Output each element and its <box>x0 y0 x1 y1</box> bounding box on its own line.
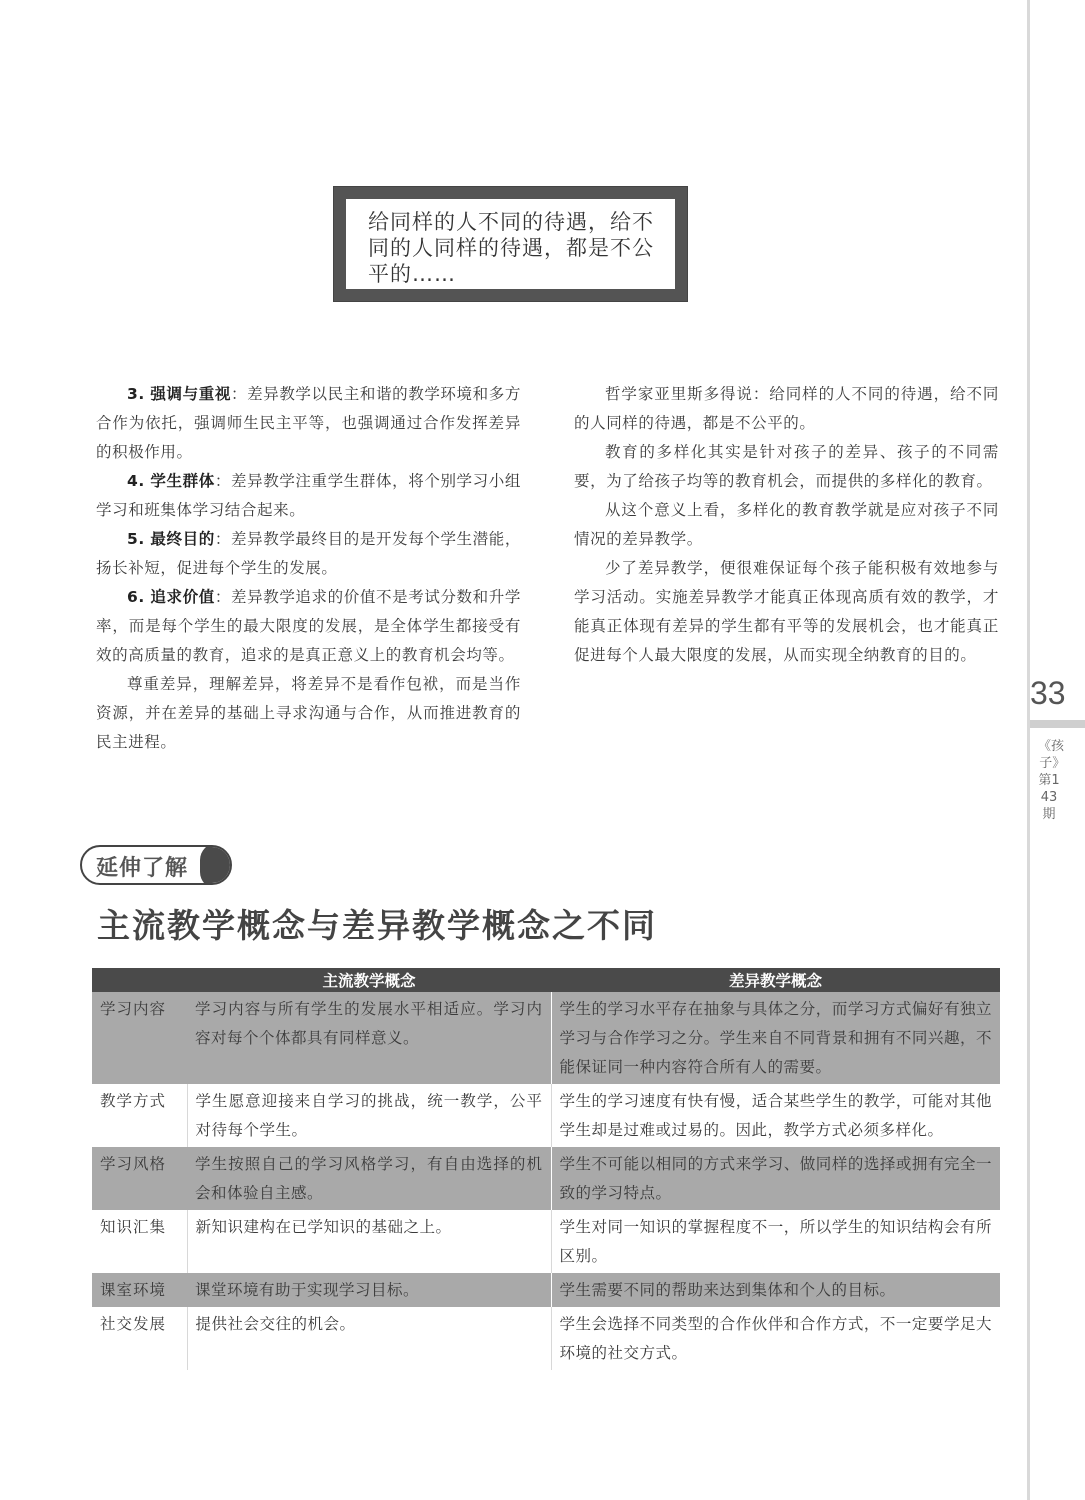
section-badge-label: 延伸了解 <box>96 856 189 881</box>
item-title: 学生群体 <box>150 472 215 490</box>
margin-rule <box>1027 0 1030 1500</box>
table-header-row <box>92 968 1000 992</box>
list-item <box>96 583 521 670</box>
table-row <box>92 1147 1000 1210</box>
list-item <box>96 380 521 467</box>
table-row <box>92 1273 1000 1307</box>
cell-mainstream: 学生按照自己的学习风格学习，有自由选择的机会和体验自主感。 <box>187 1147 551 1210</box>
left-column <box>96 380 521 757</box>
badge-dot-icon <box>200 845 232 885</box>
cell-differentiated: 学生不可能以相同的方式来学习、做同样的选择或拥有完全一致的学习特点。 <box>551 1147 1000 1210</box>
cell-aspect: 社交发展 <box>92 1307 187 1370</box>
cell-mainstream: 新知识建构在已学知识的基础之上。 <box>187 1210 551 1273</box>
cell-mainstream: 提供社会交往的机会。 <box>187 1307 551 1370</box>
paragraph: 少了差异教学，便很难保证每个孩子能积极有效地参与学习活动。实施差异教学才能真正体现高质有效的教学，才能真正体现有差异的学生都有平等的发展机会，也才能真正促进每个人最大限度的发展，从而实现全纳教育的目的。 <box>574 559 999 664</box>
issue-label: 《孩子》第143期 <box>1038 739 1065 822</box>
item-number: 3. <box>127 385 145 403</box>
item-body: ：差异教学追求的价值不是考试分数和升学率，而是每个学生的最大限度的发展，是全体学生都接受有效的高质量的教育，追求的是真正意义上的教育机会均等。 <box>96 588 521 664</box>
table-row <box>92 992 1000 1084</box>
header-differentiated: 差异教学概念 <box>551 968 1000 992</box>
header-mainstream: 主流教学概念 <box>187 968 551 992</box>
item-body: ：差异教学注重学生群体，将个别学习小组学习和班集体学习结合起来。 <box>96 472 521 519</box>
pull-quote-text: 给同样的人不同的待遇，给不同的人同样的待遇，都是不公平的…… <box>368 210 654 286</box>
item-title: 追求价值 <box>150 588 215 606</box>
cell-differentiated: 学生需要不同的帮助来达到集体和个人的目标。 <box>551 1273 1000 1307</box>
cell-differentiated: 学生的学习水平存在抽象与具体之分，而学习方式偏好有独立学习与合作学习之分。学生来自不同背景和拥有不同兴趣，不能保证同一种内容符合所有人的需要。 <box>551 992 1000 1084</box>
section-badge <box>80 845 232 885</box>
cell-mainstream: 课堂环境有助于实现学习目标。 <box>187 1273 551 1307</box>
item-body: ：差异教学最终目的是开发每个学生潜能，扬长补短，促进每个学生的发展。 <box>96 530 521 577</box>
item-body: ：差异教学以民主和谐的教学环境和多方合作为依托，强调师生民主平等，也强调通过合作发挥差异的积极作用。 <box>96 385 521 461</box>
table-row <box>92 1307 1000 1370</box>
page-number: 33 <box>1030 675 1066 711</box>
cell-aspect: 教学方式 <box>92 1084 187 1147</box>
cell-differentiated: 学生对同一知识的掌握程度不一，所以学生的知识结构会有所区别。 <box>559 1218 992 1265</box>
item-title: 强调与重视 <box>150 385 231 403</box>
item-title: 最终目的 <box>150 530 215 548</box>
cell-mainstream: 学生愿意迎接来自学习的挑战，统一教学，公平对待每个学生。 <box>187 1084 551 1147</box>
pull-quote-box <box>333 186 688 302</box>
cell-aspect: 学习风格 <box>92 1147 187 1210</box>
closing-paragraph: 尊重差异，理解差异，将差异不是看作包袱，而是当作资源，并在差异的基础上寻求沟通与合作，从而推进教育的民主进程。 <box>96 675 521 751</box>
table-row <box>92 1210 1000 1273</box>
paragraph: 哲学家亚里斯多得说：给同样的人不同的待遇，给不同的人同样的待遇，都是不公平的。 <box>574 385 999 432</box>
page-number-rule <box>1030 720 1085 728</box>
cell-mainstream: 学习内容与所有学生的发展水平相适应。学习内容对每个个体都具有同样意义。 <box>187 992 551 1084</box>
section-title: 主流教学概念与差异教学概念之不同 <box>97 906 657 945</box>
item-number: 5. <box>127 530 145 548</box>
right-column <box>574 380 999 670</box>
table-row <box>92 1084 1000 1147</box>
list-item <box>96 467 521 525</box>
cell-aspect: 课室环境 <box>92 1273 187 1307</box>
comparison-table <box>92 968 1000 1370</box>
item-number: 6. <box>127 588 145 606</box>
cell-aspect: 知识汇集 <box>92 1210 187 1273</box>
header-aspect <box>92 968 187 992</box>
paragraph: 教育的多样化其实是针对孩子的差异、孩子的不同需要，为了给孩子均等的教育机会，而提供的多样化的教育。 <box>574 443 999 490</box>
paragraph: 从这个意义上看，多样化的教育教学就是应对孩子不同情况的差异教学。 <box>574 501 999 548</box>
cell-differentiated: 学生会选择不同类型的合作伙伴和合作方式，不一定要学足大环境的社交方式。 <box>559 1315 992 1362</box>
cell-differentiated: 学生的学习速度有快有慢，适合某些学生的教学，可能对其他学生却是过难或过易的。因此，教学方式必须多样化。 <box>559 1092 992 1139</box>
list-item <box>96 525 521 583</box>
item-number: 4. <box>127 472 145 490</box>
cell-aspect: 学习内容 <box>92 992 187 1084</box>
